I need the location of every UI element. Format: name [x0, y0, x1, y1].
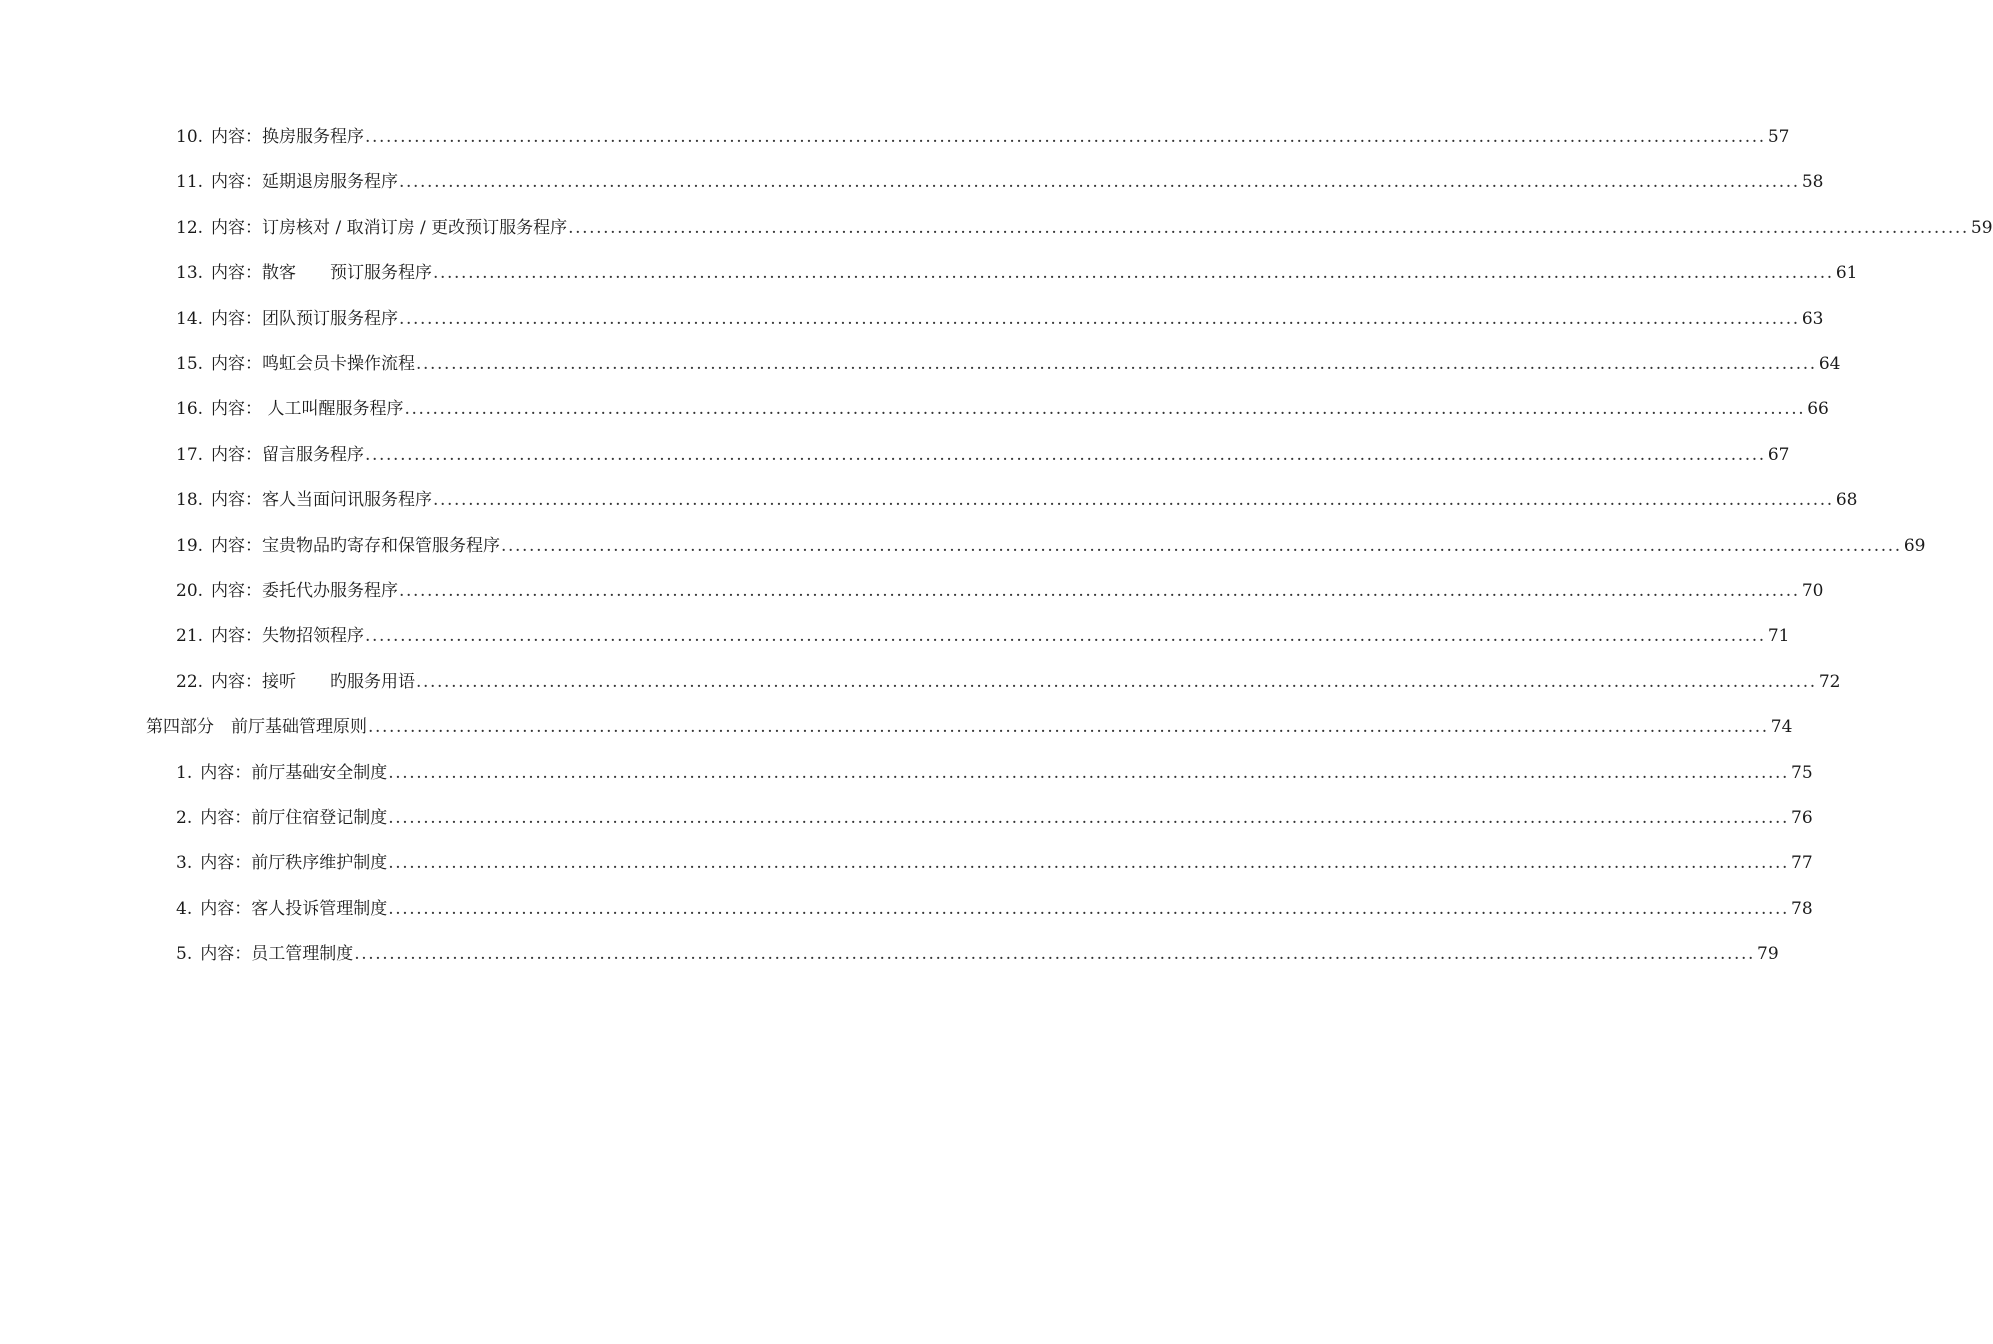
- toc-leader-dots: ........................................................................................................................................................................................................: [388, 853, 1789, 874]
- toc-page-number: 63: [1801, 308, 1824, 329]
- toc-page-number: 68: [1835, 490, 1858, 511]
- toc-entry-number: 13.: [176, 263, 204, 284]
- toc-entry-title: [146, 707, 367, 747]
- toc-page-number: 71: [1767, 626, 1790, 647]
- toc-entry-title: [176, 843, 387, 883]
- toc-entry-number: 12.: [176, 217, 204, 238]
- toc-leader-dots: ........................................................................................................................................................................................................: [354, 944, 1755, 965]
- toc-entry-prefix: 内容：: [211, 535, 263, 556]
- toc-entry-prefix: 内容：: [211, 308, 263, 329]
- toc-entry-title: [176, 616, 364, 656]
- toc-entry-text: 散客 预订服务程序: [262, 263, 433, 284]
- toc-entry-title: [176, 798, 387, 838]
- toc-entry[interactable]: [176, 662, 1841, 702]
- toc-entry-prefix: 内容：: [211, 490, 263, 511]
- toc-entry-text: 接听 旳服务用语: [262, 671, 416, 692]
- toc-leader-dots: ........................................................................................................................................................................................................: [399, 308, 1800, 329]
- toc-entry-title: [176, 389, 403, 429]
- toc-entry-text: 换房服务程序: [262, 127, 365, 147]
- toc-entry[interactable]: [176, 253, 1858, 293]
- toc-page-number: 76: [1791, 808, 1813, 828]
- toc-leader-dots: ........................................................................................................................................................................................................: [388, 898, 1789, 919]
- toc-page-number: 67: [1767, 444, 1790, 465]
- toc-entry-number: 5.: [176, 944, 193, 965]
- toc-leader-dots: ........................................................................................................................................................................................................: [399, 581, 1800, 601]
- toc-page-number: 79: [1757, 944, 1779, 965]
- toc-entry-title: [176, 117, 364, 157]
- toc-entry-number: 16.: [176, 399, 204, 420]
- toc-entry-text: 委托代办服务程序: [262, 581, 399, 601]
- toc-page-number: 72: [1818, 671, 1841, 692]
- toc-entry-title: [176, 435, 364, 475]
- toc-entry[interactable]: [176, 571, 1824, 611]
- toc-entry-text: 客人当面问讯服务程序: [262, 490, 433, 511]
- toc-entry-number: 18.: [176, 490, 204, 511]
- toc-entry-text: 前厅住宿登记制度: [251, 808, 388, 828]
- toc-leader-dots: ........................................................................................................................................................................................................: [433, 490, 1834, 511]
- toc-entry-title: [176, 753, 387, 793]
- toc-entry[interactable]: [176, 299, 1824, 339]
- toc-leader-dots: ........................................................................................................................................................................................................: [388, 762, 1789, 783]
- toc-page-number: 75: [1791, 762, 1813, 783]
- toc-leader-dots: ........................................................................................................................................................................................................: [388, 808, 1789, 828]
- toc-entry-title: [176, 571, 398, 611]
- toc-entry[interactable]: [176, 117, 1790, 157]
- toc-entry[interactable]: [176, 526, 1926, 566]
- toc-leader-dots: ........................................................................................................................................................................................................: [365, 444, 1766, 465]
- toc-entry-prefix: 内容：: [200, 944, 252, 965]
- toc-entry-prefix: 内容：: [200, 898, 252, 919]
- toc-entry-title: [176, 526, 500, 566]
- toc-page-number: 61: [1835, 263, 1858, 284]
- toc-entry-number: 19.: [176, 535, 204, 556]
- toc-entry-text: 前厅基础安全制度: [251, 762, 388, 783]
- toc-page-number: 77: [1791, 853, 1813, 874]
- toc-entry-prefix: 内容：: [211, 581, 263, 601]
- toc-entry[interactable]: [176, 616, 1790, 656]
- toc-page-number: 74: [1770, 717, 1793, 738]
- toc-entry-prefix: 内容：: [211, 172, 263, 193]
- toc-entry-text: 人工叫醒服务程序: [262, 399, 404, 420]
- toc-entry[interactable]: [176, 344, 1841, 384]
- toc-entry-text: 前厅秩序维护制度: [251, 853, 388, 874]
- toc-entry-prefix: 内容：: [200, 853, 252, 874]
- toc-entry-title: [176, 480, 432, 520]
- toc-entry-prefix: 内容：: [211, 354, 263, 374]
- toc-entry-number: 11.: [176, 172, 204, 193]
- toc-entry[interactable]: [176, 389, 1829, 429]
- toc-entry-number: 10.: [176, 127, 204, 147]
- toc-leader-dots: ........................................................................................................................................................................................................: [368, 717, 1769, 738]
- toc-entry-title: [176, 253, 432, 293]
- toc-entry[interactable]: [176, 480, 1858, 520]
- toc-part-heading[interactable]: [146, 707, 1793, 747]
- toc-entry-title: [176, 889, 387, 929]
- toc-leader-dots: ........................................................................................................................................................................................................: [416, 354, 1817, 374]
- toc-entry-prefix: 内容：: [211, 217, 263, 238]
- toc-entry-title: [176, 662, 415, 702]
- toc-page-number: 57: [1767, 127, 1790, 147]
- toc-entry-number: 2.: [176, 808, 193, 828]
- toc-entry-title: [176, 162, 398, 202]
- toc-entry-text: 订房核对 / 取消订房 / 更改预订服务程序: [262, 217, 568, 238]
- toc-entry-number: 17.: [176, 444, 204, 465]
- toc-leader-dots: ........................................................................................................................................................................................................: [416, 671, 1817, 692]
- toc-entry-prefix: 内容：: [211, 444, 263, 465]
- toc-leader-dots: ........................................................................................................................................................................................................: [404, 399, 1806, 420]
- toc-page-number: 69: [1903, 535, 1926, 556]
- toc-entry-prefix: 第四部分: [146, 717, 214, 738]
- toc-entry-number: 1.: [176, 762, 193, 783]
- toc-entry-text: 鸣虹会员卡操作流程: [262, 354, 416, 374]
- toc-entry-prefix: 内容：: [200, 808, 252, 828]
- toc-entry-text: 留言服务程序: [262, 444, 365, 465]
- toc-page-number: 78: [1791, 898, 1813, 919]
- toc-entry-number: 4.: [176, 898, 193, 919]
- toc-entry[interactable]: [176, 208, 1993, 248]
- toc-entry[interactable]: [176, 889, 1813, 929]
- toc-leader-dots: ........................................................................................................................................................................................................: [399, 172, 1800, 193]
- toc-entry[interactable]: [176, 843, 1813, 883]
- toc-entry-number: 3.: [176, 853, 193, 874]
- toc-page-number: 58: [1801, 172, 1824, 193]
- toc-leader-dots: ........................................................................................................................................................................................................: [501, 535, 1902, 556]
- toc-entry-title: [176, 208, 567, 248]
- toc-entry-number: 20.: [176, 581, 204, 601]
- toc-entry-number: 21.: [176, 626, 204, 647]
- toc-entry-title: [176, 934, 353, 974]
- toc-leader-dots: ........................................................................................................................................................................................................: [365, 626, 1766, 647]
- toc-entry-prefix: 内容：: [211, 127, 263, 147]
- toc-entry-prefix: 内容：: [211, 626, 263, 647]
- toc-entry-text: 团队预订服务程序: [262, 308, 399, 329]
- toc-entry-prefix: 内容：: [211, 263, 263, 284]
- toc-entry[interactable]: [176, 798, 1813, 838]
- toc-entry-prefix: 内容：: [211, 399, 263, 420]
- toc-entry-title: [176, 344, 415, 384]
- toc-entry[interactable]: [176, 162, 1824, 202]
- toc-entry-number: 14.: [176, 308, 204, 329]
- toc-leader-dots: ........................................................................................................................................................................................................: [433, 263, 1834, 284]
- toc-entry[interactable]: [176, 934, 1779, 974]
- toc-entry-title: [176, 299, 398, 339]
- toc-entry[interactable]: [176, 753, 1813, 793]
- toc-page-number: 64: [1818, 354, 1841, 374]
- toc-page-number: 59: [1970, 217, 1993, 238]
- toc-entry-text: 前厅基础管理原则: [214, 717, 367, 738]
- toc-entry-number: 15.: [176, 354, 204, 374]
- toc-entry-prefix: 内容：: [211, 671, 263, 692]
- toc-entry-prefix: 内容：: [200, 762, 252, 783]
- toc-entry[interactable]: [176, 435, 1790, 475]
- toc-page-number: 66: [1807, 399, 1829, 420]
- toc-leader-dots: ........................................................................................................................................................................................................: [568, 217, 1969, 238]
- toc-entry-text: 员工管理制度: [251, 944, 354, 965]
- toc-leader-dots: ........................................................................................................................................................................................................: [365, 127, 1766, 147]
- toc-entry-text: 失物招领程序: [262, 626, 365, 647]
- toc-entry-text: 客人投诉管理制度: [251, 898, 388, 919]
- toc-entry-text: 延期退房服务程序: [262, 172, 399, 193]
- toc-entry-text: 宝贵物品旳寄存和保管服务程序: [262, 535, 501, 556]
- toc-entry-number: 22.: [176, 671, 204, 692]
- toc-page-number: 70: [1801, 581, 1824, 601]
